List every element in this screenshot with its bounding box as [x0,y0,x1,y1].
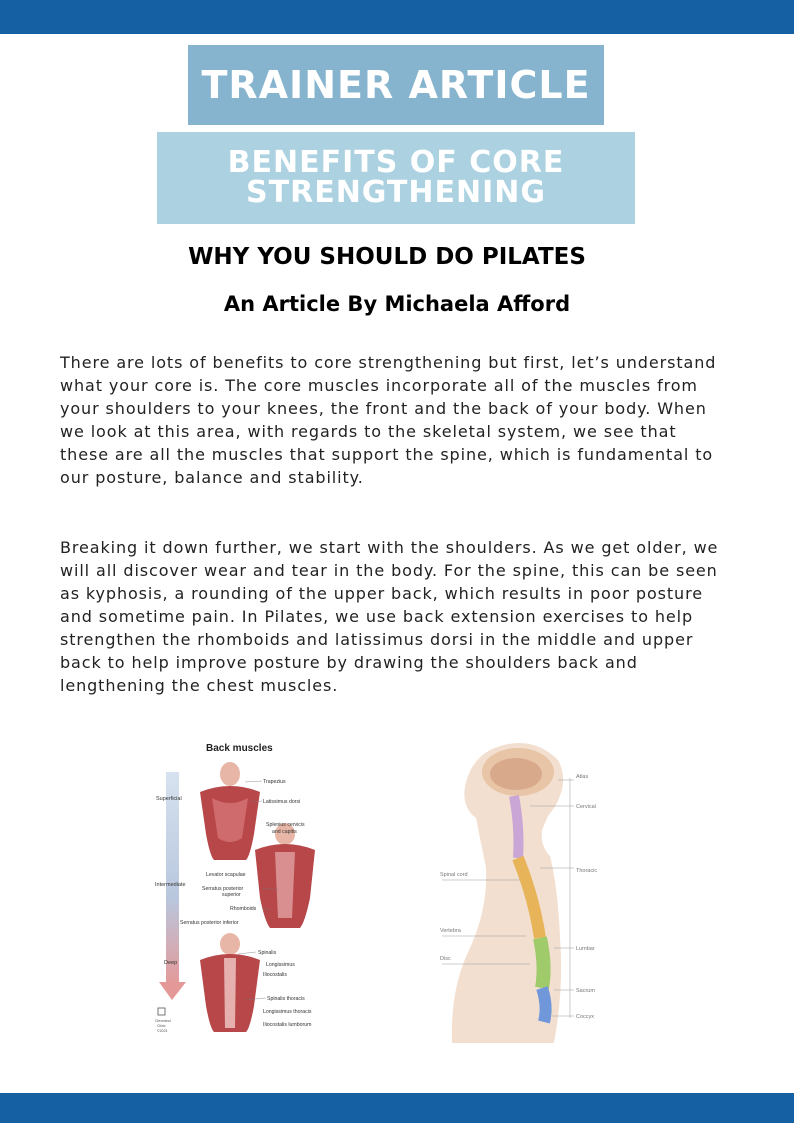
label-serratus-sup: Serratus posterior [202,886,244,892]
label-latissimus: Latissimus dorsi [263,799,301,805]
level-intermediate: Intermediate [155,882,186,888]
spine-label-coccyx: Coccyx [576,1014,595,1020]
spine-label-disc: Disc [440,956,451,962]
label-serratus-inf: Serratus posterior inferior [180,920,239,926]
article-headline: WHY YOU SHOULD DO PILATES [188,244,586,270]
label-spinalis-thoracis: Spinalis thoracis [267,996,305,1002]
label-trapezius: Trapezius [263,779,286,785]
spine-label-atlas: Atlas [576,774,589,780]
spine-label-spinal-cord: Spinal cord [440,872,468,878]
svg-text:Clinic: Clinic [157,1024,166,1028]
svg-text:Cleveland: Cleveland [155,1019,171,1023]
svg-text:©2023: ©2023 [157,1029,168,1033]
spine-figure [430,738,625,1043]
label-iliocostalis-lumborum: Iliocostalis lumborum [263,1022,312,1028]
article-byline: An Article By Michaela Afford [223,292,571,316]
spine-label-lumbar: Lumbar [576,946,595,952]
paragraph-1: There are lots of benefits to core strengthening but first, let’s understand what your core is. The core muscles incorporate all of the muscles from your shoulders to your knees, the front and the back of your body. When we look at this area, with regards to the skeletal system, we see that these are all the muscles that support the spine, which is fundamental to our posture, balance and stability. [60,353,717,487]
top-band [0,0,794,34]
depth-arrow-shaft [166,772,179,982]
label-serratus-sup-2: superior [222,892,241,898]
torso-intermediate [255,823,315,928]
label-levator: Levator scapulae [206,872,246,878]
label-splenius: Splenius cervicis [266,822,305,828]
label-splenius-2: and capitis [272,829,297,835]
subtitle-banner [157,132,635,224]
label-longissimus: Longissimus [266,962,295,968]
title-banner [188,45,604,125]
back-muscles-figure [150,738,340,1038]
paragraph-2: Breaking it down further, we start with the shoulders. As we get older, we will all discover wear and tear in the body. For the spine, this can be seen as kyphosis, a rounding of the upper back, which results in poor posture and sometime pain. In Pilates, we use back extension exercises to help strengthen the rhomboids and latissimus dorsi in the middle and upper back to help improve posture by drawing the shoulders back and lengthening the chest muscles. [60,538,719,695]
label-spinalis: Spinalis [258,950,277,956]
depth-arrow-head [159,982,186,1000]
page-subtitle: BENEFITS OF CORE STRENGTHENING [227,145,565,210]
spine-label-sacrum: Sacrum [576,988,595,994]
torso-superficial [200,762,260,860]
bottom-band [0,1093,794,1123]
label-longissimus-thoracis: Longissimus thoracis [263,1009,312,1015]
level-deep: Deep [164,960,178,966]
spine-label-vertebra: Vertebra [440,928,461,934]
torso-deep [200,933,260,1032]
label-rhomboids: Rhomboids [230,906,257,912]
cleveland-clinic-logo [155,1008,171,1033]
spine-label-cervical: Cervical [576,804,596,810]
spine-label-thoracic: Thoracic [576,868,598,874]
label-iliocostalis: Iliocostalis [263,972,287,978]
back-muscles-title: Back muscles [206,743,273,754]
level-superficial: Superficial [156,796,182,802]
page-title: TRAINER ARTICLE [201,63,591,107]
